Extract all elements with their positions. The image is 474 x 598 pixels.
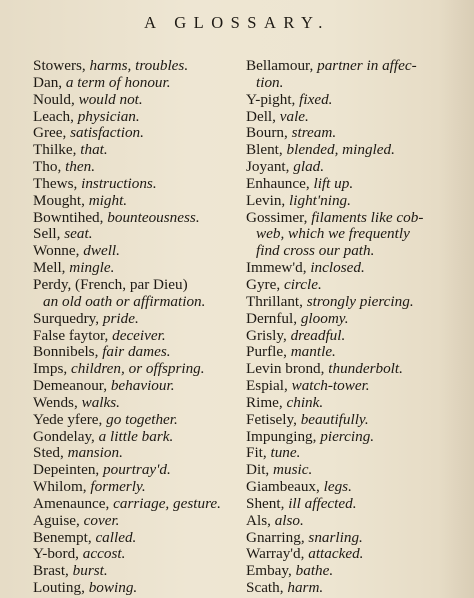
glossary-entry <box>246 193 446 210</box>
entry-definition: harm. <box>287 579 324 597</box>
entry-term: False faytor, <box>33 326 109 344</box>
entry-term: Stowers, <box>33 57 86 74</box>
entry-term: Surquedry, <box>33 309 100 327</box>
glossary-entry-continuation <box>33 294 233 311</box>
entry-term: Depeinten, <box>33 461 100 479</box>
entry-definition: called. <box>95 528 137 546</box>
entry-term: Enhaunce, <box>246 174 310 192</box>
entry-definition: music. <box>273 461 313 479</box>
entry-term: Giambeaux, <box>246 478 320 496</box>
entry-term: Thews, <box>33 174 78 192</box>
entry-definition: snarling. <box>308 528 363 546</box>
entry-term: Grisly, <box>246 326 287 344</box>
entry-definition: web, which we frequently <box>256 225 410 243</box>
glossary-entry <box>33 378 233 395</box>
entry-term: Dernful, <box>246 309 298 327</box>
entry-definition: tion. <box>256 73 284 91</box>
entry-definition: light'ning. <box>289 191 351 209</box>
entry-definition: mantle. <box>290 343 336 361</box>
glossary-entry <box>246 176 446 193</box>
glossary-entry <box>246 429 446 446</box>
glossary-entry <box>33 210 233 227</box>
entry-term: Rime, <box>246 393 283 411</box>
entry-definition: gloomy. <box>300 309 349 327</box>
entry-term: Thrillant, <box>246 292 303 310</box>
glossary-entry <box>33 176 233 193</box>
entry-definition: pourtray'd. <box>103 461 171 479</box>
glossary-entry <box>33 328 233 345</box>
glossary-entry <box>246 344 446 361</box>
glossary-entry <box>33 513 233 530</box>
entry-definition: go together. <box>106 410 178 428</box>
entry-definition: chink. <box>286 393 324 411</box>
entry-definition: satisfaction. <box>70 124 144 142</box>
glossary-entry <box>33 277 233 294</box>
glossary-entry <box>246 513 446 530</box>
glossary-entry <box>246 294 446 311</box>
glossary-entry <box>246 311 446 328</box>
entry-definition: pride. <box>102 309 139 327</box>
entry-term: Immew'd, <box>246 259 307 277</box>
entry-definition: accost. <box>82 545 126 563</box>
glossary-entry <box>33 429 233 446</box>
entry-definition: a little bark. <box>98 427 174 445</box>
glossary-entry <box>246 445 446 462</box>
entry-definition: instructions. <box>81 174 157 192</box>
entry-definition: strongly piercing. <box>306 292 414 310</box>
glossary-entry <box>246 462 446 479</box>
entry-term: Mought, <box>33 191 85 209</box>
entry-definition: children, or offspring. <box>70 360 205 378</box>
entry-term: Benempt, <box>33 528 92 546</box>
entry-term: Whilom, <box>33 478 87 496</box>
glossary-entry <box>246 412 446 429</box>
entry-term: Perdy, (French, par Dieu) <box>33 275 188 293</box>
glossary-entry <box>246 496 446 513</box>
entry-definition: filaments like cob- <box>311 208 424 226</box>
glossary-entry <box>33 311 233 328</box>
entry-term: Dell, <box>246 107 276 125</box>
entry-term: Gnarring, <box>246 528 305 546</box>
glossary-entry <box>33 159 233 176</box>
entry-term: Joyant, <box>246 158 290 176</box>
entry-term: Embay, <box>246 562 292 580</box>
entry-term: Gondelay, <box>33 427 95 445</box>
glossary-entry <box>33 260 233 277</box>
glossary-entry <box>33 75 233 92</box>
entry-definition: seat. <box>64 225 93 243</box>
entry-term: Mell, <box>33 259 66 277</box>
glossary-entry-continuation <box>246 75 446 92</box>
entry-term: Louting, <box>33 579 85 597</box>
entry-term: Thilke, <box>33 141 77 159</box>
glossary-entry <box>33 243 233 260</box>
entry-definition: attacked. <box>308 545 364 563</box>
glossary-entry <box>33 92 233 109</box>
entry-definition: behaviour. <box>110 377 175 395</box>
glossary-entry <box>33 412 233 429</box>
glossary-column-right <box>246 58 446 597</box>
entry-term: Y-pight, <box>246 90 296 108</box>
glossary-entry-continuation <box>246 243 446 260</box>
entry-term: Bowntihed, <box>33 208 104 226</box>
entry-term: Scath, <box>246 579 284 597</box>
entry-term: Warray'd, <box>246 545 305 563</box>
entry-term: Bellamour, <box>246 57 314 74</box>
glossary-entry <box>246 159 446 176</box>
glossary-entry <box>246 109 446 126</box>
entry-definition: deceiver. <box>112 326 166 344</box>
entry-term: Dan, <box>33 73 63 91</box>
entry-term: Demeanour, <box>33 377 108 395</box>
entry-term: Sted, <box>33 444 64 462</box>
entry-definition: mingle. <box>69 259 115 277</box>
entry-definition: partner in affec- <box>317 57 417 74</box>
entry-term: Wends, <box>33 393 78 411</box>
entry-term: Blent, <box>246 141 283 159</box>
entry-term: Amenaunce, <box>33 494 110 512</box>
entry-definition: then. <box>65 158 96 176</box>
entry-term: Y-bord, <box>33 545 79 563</box>
entry-definition: glad. <box>293 158 325 176</box>
glossary-entry <box>246 546 446 563</box>
entry-definition: also. <box>274 511 304 529</box>
entry-definition: inclosed. <box>310 259 365 277</box>
glossary-entry <box>246 530 446 547</box>
glossary-entry <box>33 395 233 412</box>
entry-definition: ill affected. <box>288 494 357 512</box>
glossary-entry <box>246 361 446 378</box>
entry-definition: vale. <box>279 107 309 125</box>
entry-term: Gree, <box>33 124 67 142</box>
glossary-entry <box>246 378 446 395</box>
glossary-entry <box>33 445 233 462</box>
entry-definition: fair dames. <box>102 343 171 361</box>
glossary-entry <box>33 546 233 563</box>
entry-definition: bathe. <box>295 562 334 580</box>
glossary-entry <box>33 530 233 547</box>
entry-definition: dwell. <box>83 242 120 260</box>
entry-term: Brast, <box>33 562 69 580</box>
entry-definition: dreadful. <box>290 326 346 344</box>
entry-term: Gyre, <box>246 275 281 293</box>
entry-term: Sell, <box>33 225 61 243</box>
entry-term: Wonne, <box>33 242 80 260</box>
glossary-entry <box>33 563 233 580</box>
glossary-entry <box>33 226 233 243</box>
entry-term: Espial, <box>246 377 288 395</box>
entry-term: Gossimer, <box>246 208 308 226</box>
entry-definition: carriage, gesture. <box>113 494 221 512</box>
glossary-entry <box>33 496 233 513</box>
entry-term: Bourn, <box>246 124 288 142</box>
entry-definition: stream. <box>291 124 337 142</box>
glossary-entry <box>33 344 233 361</box>
entry-definition: lift up. <box>313 174 354 192</box>
entry-term: Levin brond, <box>246 360 325 378</box>
glossary-entry-continuation <box>246 226 446 243</box>
glossary-entry <box>246 328 446 345</box>
entry-definition: would not. <box>78 90 143 108</box>
entry-definition: mansion. <box>67 444 123 462</box>
glossary-entry <box>33 479 233 496</box>
entry-term: Impunging, <box>246 427 317 445</box>
entry-term: Shent, <box>246 494 285 512</box>
glossary-entry <box>246 210 446 227</box>
entry-definition: harms, troubles. <box>89 57 189 74</box>
glossary-entry <box>246 563 446 580</box>
entry-definition: bowing. <box>88 579 138 597</box>
glossary-entry <box>33 580 233 597</box>
entry-definition: blended, mingled. <box>286 141 395 159</box>
entry-definition: physician. <box>77 107 140 125</box>
entry-term: Yede yfere, <box>33 410 103 428</box>
glossary-entry <box>246 260 446 277</box>
glossary-entry <box>33 193 233 210</box>
entry-definition: beautifully. <box>300 410 369 428</box>
glossary-entry <box>33 109 233 126</box>
entry-definition: that. <box>80 141 108 159</box>
entry-definition: find cross our path. <box>256 242 375 260</box>
glossary-entry <box>246 92 446 109</box>
entry-term: Imps, <box>33 360 68 378</box>
glossary-entry <box>33 462 233 479</box>
glossary-entry <box>246 395 446 412</box>
entry-definition: cover. <box>83 511 120 529</box>
glossary-entry <box>33 361 233 378</box>
entry-term: Nould, <box>33 90 75 108</box>
entry-term: Leach, <box>33 107 74 125</box>
glossary-entry <box>246 580 446 597</box>
entry-definition: an old oath or affirmation. <box>43 292 206 310</box>
glossary-entry <box>246 125 446 142</box>
entry-definition: a term of honour. <box>65 73 171 91</box>
entry-term: Bonnibels, <box>33 343 99 361</box>
glossary-entry <box>246 277 446 294</box>
glossary-entry <box>33 125 233 142</box>
entry-definition: tune. <box>270 444 301 462</box>
glossary-entry <box>33 142 233 159</box>
entry-definition: walks. <box>81 393 120 411</box>
entry-term: Fetisely, <box>246 410 297 428</box>
glossary-entry <box>246 142 446 159</box>
entry-definition: burst. <box>72 562 108 580</box>
entry-term: Als, <box>246 511 271 529</box>
entry-term: Dit, <box>246 461 270 479</box>
glossary-column-left <box>33 58 233 597</box>
entry-term: Purfle, <box>246 343 287 361</box>
entry-term: Aguise, <box>33 511 80 529</box>
entry-definition: bounteousness. <box>107 208 200 226</box>
page-heading: A GLOSSARY. <box>144 13 330 32</box>
entry-definition: circle. <box>283 275 322 293</box>
entry-definition: piercing. <box>320 427 375 445</box>
entry-definition: formerly. <box>90 478 146 496</box>
entry-definition: watch-tower. <box>291 377 370 395</box>
entry-definition: legs. <box>323 478 352 496</box>
entry-definition: might. <box>88 191 128 209</box>
entry-definition: thunderbolt. <box>328 360 403 378</box>
entry-term: Tho, <box>33 158 62 176</box>
entry-definition: fixed. <box>299 90 333 108</box>
glossary-entry <box>246 58 446 75</box>
entry-term: Levin, <box>246 191 286 209</box>
glossary-entry <box>33 58 233 75</box>
glossary-entry <box>246 479 446 496</box>
entry-term: Fit, <box>246 444 267 462</box>
